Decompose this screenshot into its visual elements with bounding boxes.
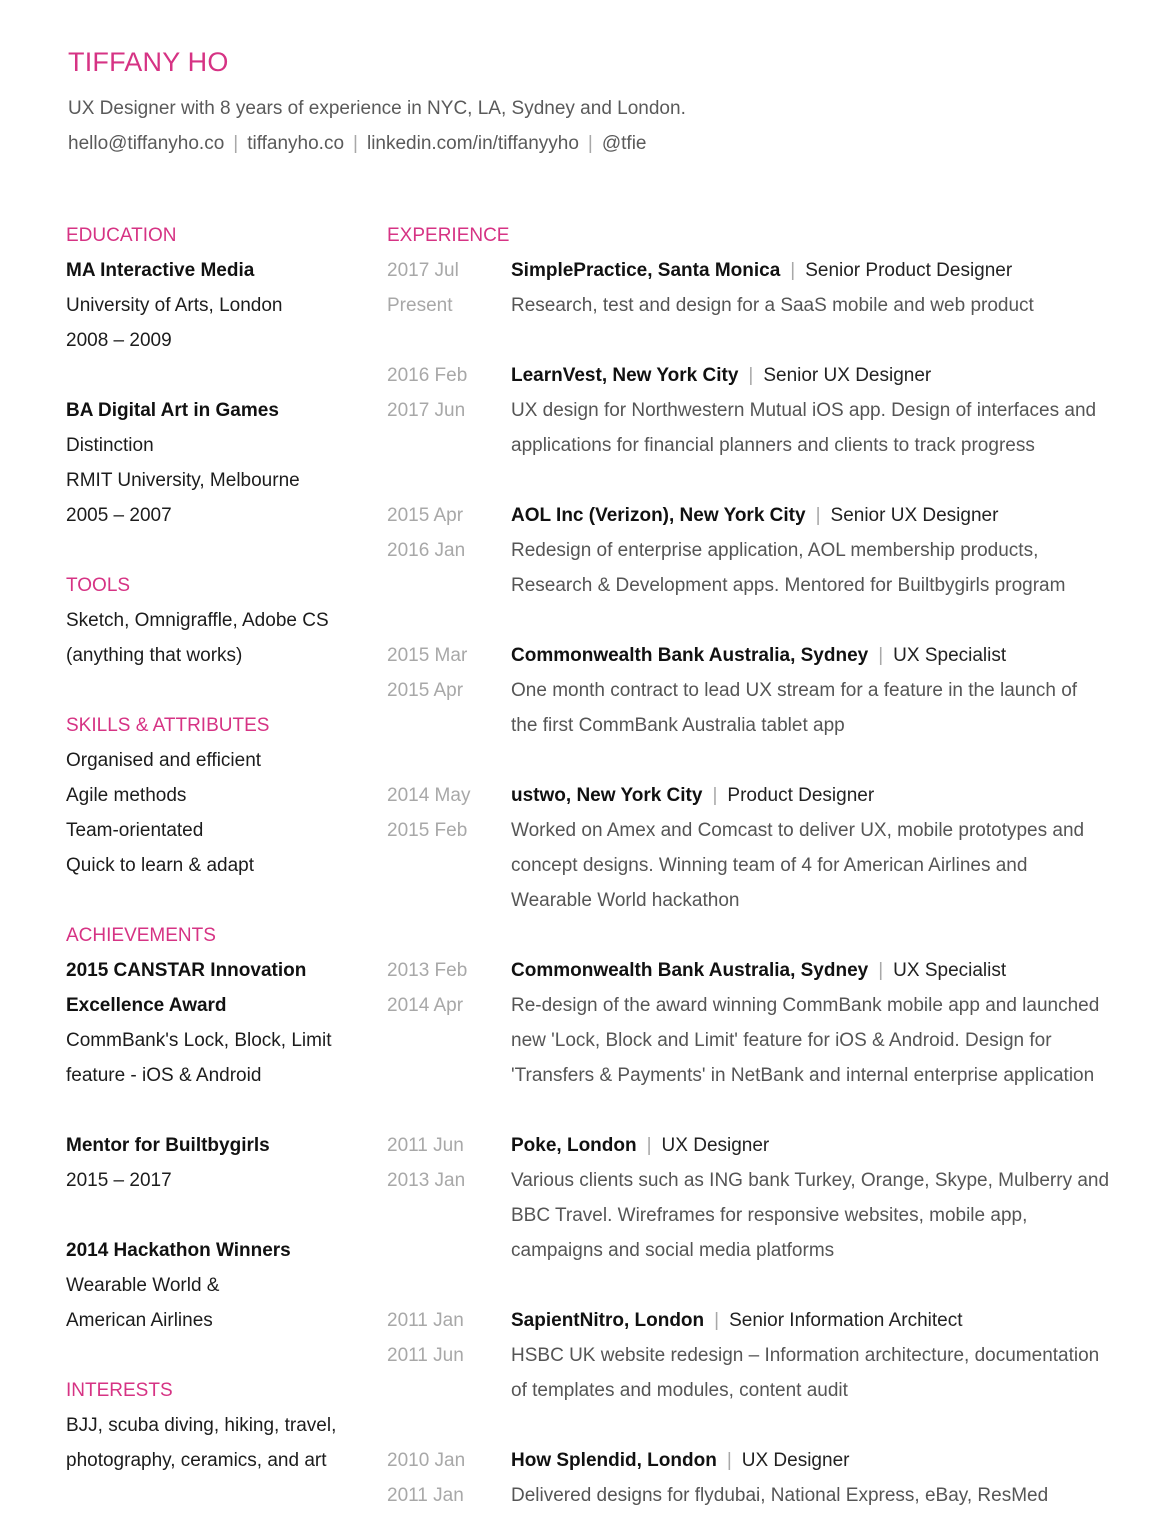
job-title-line xyxy=(511,503,998,538)
job-end-date: Present xyxy=(387,295,453,316)
job-description: Worked on Amex and Comcast to deliver UX, mobile prototypes and xyxy=(511,820,1085,841)
achievement-detail: 2015 – 2017 xyxy=(66,1170,172,1191)
job-description: Re-design of the award winning CommBank mobile app and launched xyxy=(511,995,1100,1016)
date-spacer xyxy=(387,1238,511,1273)
job-title-line xyxy=(511,783,874,818)
separator: | xyxy=(726,1450,732,1471)
experience-entry xyxy=(387,1308,1127,1413)
linkedin-link[interactable]: linkedin.com/in/tiffanyyho xyxy=(366,133,579,154)
education-detail: RMIT University, Melbourne xyxy=(66,470,300,491)
achievement-title: Excellence Award xyxy=(66,995,227,1016)
experience-row xyxy=(387,958,1127,993)
job-title-line xyxy=(511,1448,849,1483)
experience-row xyxy=(387,1308,1127,1343)
date-spacer xyxy=(387,888,511,923)
candidate-name: TIFFANY HO xyxy=(68,47,229,77)
separator: | xyxy=(646,1135,652,1156)
experience-row xyxy=(387,363,1127,398)
job-title-line xyxy=(511,1308,962,1343)
experience-row xyxy=(387,643,1127,678)
experience-entry xyxy=(387,1133,1127,1273)
job-start-date: 2015 Apr xyxy=(387,505,464,526)
education-degree: MA Interactive Media xyxy=(66,260,255,281)
experience-row xyxy=(387,783,1127,818)
separator: | xyxy=(587,133,593,154)
job-description: concept designs. Winning team of 4 for American Airlines and xyxy=(511,855,1028,876)
experience-entry xyxy=(387,1448,1127,1518)
job-description: One month contract to lead UX stream for a feature in the launch of xyxy=(511,680,1078,701)
job-start-date: 2015 Mar xyxy=(387,645,468,666)
separator: | xyxy=(233,133,239,154)
tagline: UX Designer with 8 years of experience in NYC, LA, Sydney and London. xyxy=(68,98,686,119)
achievements-heading: ACHIEVEMENTS xyxy=(66,925,216,946)
job-start-date: 2016 Feb xyxy=(387,365,468,386)
experience-row xyxy=(387,678,1127,713)
job-title-line xyxy=(511,643,1006,678)
job-description: UX design for Northwestern Mutual iOS app. Design of interfaces and xyxy=(511,400,1097,421)
separator: | xyxy=(353,133,358,154)
experience-row xyxy=(387,1343,1127,1378)
job-end-date: 2011 Jan xyxy=(387,1485,464,1506)
skill-item: Organised and efficient xyxy=(66,750,262,771)
tools-heading: TOOLS xyxy=(66,575,131,596)
education-detail: University of Arts, London xyxy=(66,295,283,316)
contact-line xyxy=(68,133,646,155)
job-description: Research, test and design for a SaaS mobile and web product xyxy=(511,295,1034,316)
job-role: Senior UX Designer xyxy=(830,505,999,526)
experience-column xyxy=(387,223,1127,1518)
date-spacer xyxy=(387,1378,511,1413)
company-name: LearnVest, New York City xyxy=(511,365,739,386)
experience-heading: EXPERIENCE xyxy=(387,225,510,246)
job-title-line xyxy=(511,258,1012,293)
job-end-date: 2014 Apr xyxy=(387,995,464,1016)
experience-row xyxy=(387,1063,1127,1098)
experience-row xyxy=(387,1448,1127,1483)
experience-row xyxy=(387,293,1127,328)
interests-heading: INTERESTS xyxy=(66,1380,173,1401)
experience-row xyxy=(387,573,1127,608)
experience-entry xyxy=(387,783,1127,923)
experience-row xyxy=(387,538,1127,573)
job-description: Delivered designs for flydubai, National Express, eBay, ResMed xyxy=(511,1485,1049,1506)
company-name: SimplePractice, Santa Monica xyxy=(511,260,781,281)
job-role: Senior Product Designer xyxy=(805,260,1013,281)
experience-row xyxy=(387,398,1127,433)
date-spacer xyxy=(387,1063,511,1098)
job-description: campaigns and social media platforms xyxy=(511,1240,835,1261)
job-role: UX Specialist xyxy=(893,645,1007,666)
job-description: new 'Lock, Block and Limit' feature for iOS & Android. Design for xyxy=(511,1030,1052,1051)
company-name: How Splendid, London xyxy=(511,1450,717,1471)
job-description: 'Transfers & Payments' in NetBank and internal enterprise application xyxy=(511,1065,1095,1086)
achievement-title: 2015 CANSTAR Innovation xyxy=(66,960,307,981)
separator: | xyxy=(815,505,821,526)
job-description: of templates and modules, content audit xyxy=(511,1380,848,1401)
job-start-date: 2014 May xyxy=(387,785,471,806)
experience-entry xyxy=(387,503,1127,608)
email-link[interactable]: hello@tiffanyho.co xyxy=(68,133,225,154)
job-role: Product Designer xyxy=(727,785,875,806)
date-spacer xyxy=(387,1203,511,1238)
job-start-date: 2010 Jan xyxy=(387,1450,466,1471)
tools-line: Sketch, Omnigraffle, Adobe CS xyxy=(66,610,329,631)
experience-row xyxy=(387,1483,1127,1518)
experience-row xyxy=(387,258,1127,293)
company-name: Commonwealth Bank Australia, Sydney xyxy=(511,645,869,666)
date-spacer xyxy=(387,1028,511,1063)
experience-row xyxy=(387,1028,1127,1063)
experience-entry xyxy=(387,643,1127,748)
job-description: HSBC UK website redesign – Information architecture, documentation xyxy=(511,1345,1100,1366)
education-detail: Distinction xyxy=(66,435,154,456)
separator: | xyxy=(748,365,754,386)
date-spacer xyxy=(387,713,511,748)
job-description: Research & Development apps. Mentored for Builtbygirls program xyxy=(511,575,1066,596)
left-column xyxy=(66,223,366,1483)
skill-item: Agile methods xyxy=(66,785,187,806)
job-start-date: 2017 Jul xyxy=(387,260,459,281)
job-end-date: 2015 Apr xyxy=(387,680,464,701)
experience-row xyxy=(387,818,1127,853)
skills-heading: SKILLS & ATTRIBUTES xyxy=(66,715,270,736)
achievement-detail: CommBank's Lock, Block, Limit xyxy=(66,1030,332,1051)
company-name: Poke, London xyxy=(511,1135,637,1156)
company-name: ustwo, New York City xyxy=(511,785,703,806)
achievement-detail: Wearable World & xyxy=(66,1275,220,1296)
website-link[interactable]: tiffanyho.co xyxy=(247,133,345,154)
job-title-line xyxy=(511,363,931,398)
job-description: applications for financial planners and clients to track progress xyxy=(511,435,1035,456)
experience-row xyxy=(387,1238,1127,1273)
job-end-date: 2016 Jan xyxy=(387,540,466,561)
job-role: UX Designer xyxy=(661,1135,770,1156)
job-end-date: 2011 Jun xyxy=(387,1345,464,1366)
job-title-line xyxy=(511,1133,769,1168)
education-degree: BA Digital Art in Games xyxy=(66,400,279,421)
job-role: UX Designer xyxy=(741,1450,850,1471)
experience-entry xyxy=(387,258,1127,328)
company-name: SapientNitro, London xyxy=(511,1310,705,1331)
skill-item: Quick to learn & adapt xyxy=(66,855,254,876)
experience-row xyxy=(387,853,1127,888)
separator: | xyxy=(790,260,796,281)
job-start-date: 2011 Jun xyxy=(387,1135,464,1156)
job-description: BBC Travel. Wireframes for responsive websites, mobile app, xyxy=(511,1205,1028,1226)
job-start-date: 2013 Feb xyxy=(387,960,468,981)
company-name: AOL Inc (Verizon), New York City xyxy=(511,505,806,526)
education-detail: 2005 – 2007 xyxy=(66,505,172,526)
experience-row xyxy=(387,713,1127,748)
achievement-title: 2014 Hackathon Winners xyxy=(66,1240,291,1261)
company-name: Commonwealth Bank Australia, Sydney xyxy=(511,960,869,981)
job-end-date: 2013 Jan xyxy=(387,1170,466,1191)
achievement-detail: American Airlines xyxy=(66,1310,213,1331)
job-description: Redesign of enterprise application, AOL membership products, xyxy=(511,540,1039,561)
date-spacer xyxy=(387,433,511,468)
experience-entry xyxy=(387,958,1127,1098)
experience-row xyxy=(387,1168,1127,1203)
job-role: Senior UX Designer xyxy=(763,365,932,386)
separator: | xyxy=(714,1310,720,1331)
job-description: Various clients such as ING bank Turkey, Orange, Skype, Mulberry and xyxy=(511,1170,1110,1191)
job-description: Wearable World hackathon xyxy=(511,890,740,911)
job-end-date: 2015 Feb xyxy=(387,820,468,841)
education-detail: 2008 – 2009 xyxy=(66,330,172,351)
date-spacer xyxy=(387,573,511,608)
job-end-date: 2017 Jun xyxy=(387,400,466,421)
tools-line: (anything that works) xyxy=(66,645,243,666)
separator: | xyxy=(878,645,884,666)
experience-row xyxy=(387,1378,1127,1413)
achievement-title: Mentor for Builtbygirls xyxy=(66,1135,270,1156)
date-spacer xyxy=(387,853,511,888)
experience-entry xyxy=(387,363,1127,468)
job-role: Senior Information Architect xyxy=(729,1310,963,1331)
job-role: UX Specialist xyxy=(893,960,1007,981)
experience-row xyxy=(387,993,1127,1028)
experience-row xyxy=(387,1133,1127,1168)
job-title-line xyxy=(511,958,1006,993)
education-heading: EDUCATION xyxy=(66,225,177,246)
experience-list xyxy=(387,258,1127,1518)
achievement-detail: feature - iOS & Android xyxy=(66,1065,262,1086)
separator: | xyxy=(712,785,718,806)
interests-line: BJJ, scuba diving, hiking, travel, xyxy=(66,1415,337,1436)
separator: | xyxy=(878,960,884,981)
skill-item: Team-orientated xyxy=(66,820,204,841)
experience-row xyxy=(387,503,1127,538)
job-description: the first CommBank Australia tablet app xyxy=(511,715,845,736)
twitter-handle-link[interactable]: @tfie xyxy=(601,133,647,154)
job-start-date: 2011 Jan xyxy=(387,1310,464,1331)
experience-row xyxy=(387,433,1127,468)
experience-row xyxy=(387,1203,1127,1238)
experience-row xyxy=(387,888,1127,923)
interests-line: photography, ceramics, and art xyxy=(66,1450,327,1471)
